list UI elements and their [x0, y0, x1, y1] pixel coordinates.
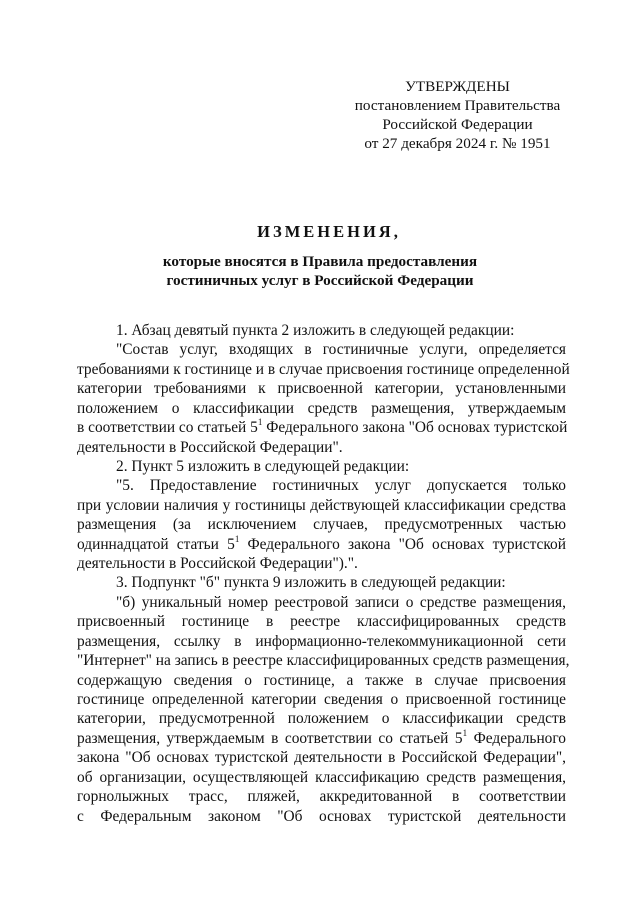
text-line-part: категории, предусмотренной положением о классификации средств: [77, 710, 566, 728]
text-line-part: Федерального: [467, 729, 567, 747]
text-line: [77, 709, 566, 728]
text-line: [77, 690, 566, 709]
text-line-part: деятельности в Российской Федерации".: [77, 438, 343, 456]
text-line-part: положением о классификации средств размещения, утверждаемым: [77, 399, 566, 417]
text-line-part: при условии наличия у гостиницы действующей классификации средства: [77, 496, 566, 514]
document-subtitle-line: которые вносятся в Правила предоставления: [162, 253, 478, 270]
text-line: [77, 418, 566, 437]
text-line-part: одиннадцатой статьи 5: [77, 535, 235, 553]
text-line-part: 2. Пункт 5 изложить в следующей редакции:: [116, 457, 410, 475]
approval-stamp: [340, 77, 575, 153]
document-body: [77, 321, 570, 826]
document-subtitle-line: гостиничных услуг в Российской Федерации: [166, 272, 474, 289]
text-line: [77, 573, 566, 592]
text-line: [77, 787, 566, 806]
text-line: [77, 807, 566, 826]
text-line-part: 3. Подпункт "б" пункта 9 изложить в следующей редакции:: [116, 574, 506, 592]
superscript-mark: 1: [462, 727, 468, 738]
text-line: [77, 379, 566, 398]
text-line-part: закона "Об основах туристской деятельности в Российской Федерации",: [77, 749, 566, 767]
text-line-part: 1. Абзац девятый пункта 2 изложить в следующей редакции:: [116, 322, 515, 339]
text-line-part: содержащую сведения о гостинице, а также в случае присвоения: [77, 671, 566, 689]
text-line: [77, 340, 566, 359]
text-line: [77, 612, 566, 631]
text-line: [77, 438, 566, 457]
approval-line-date: от 27 декабря 2024 г. № 1951: [364, 135, 551, 152]
approval-line-federation: Российской Федерации: [382, 116, 533, 133]
text-line: [77, 671, 566, 690]
text-line: [77, 748, 566, 767]
text-line-part: "б) уникальный номер реестровой записи о средстве размещения,: [116, 593, 566, 611]
approval-line-decree: постановлением Правительства: [354, 97, 561, 114]
text-line-part: деятельности в Российской Федерации").".: [77, 555, 358, 573]
text-line-part: Федерального закона "Об основах туристской: [262, 419, 568, 437]
text-line: [77, 593, 566, 612]
text-line-part: присвоенный гостинице в реестре классифицированных средств: [77, 613, 566, 631]
text-line-part: размещения, ссылку в информационно-телекоммуникационной сети: [77, 632, 566, 650]
approval-line-approved: УТВЕРЖДЕНЫ: [405, 78, 510, 95]
text-line-part: об организации, осуществляющей классификацию средств размещения,: [77, 768, 566, 786]
text-line: [77, 476, 566, 495]
superscript-mark: 1: [257, 417, 263, 428]
document-title: ИЗМЕНЕНИЯ,: [257, 222, 401, 241]
text-line: [77, 457, 566, 476]
text-line: [77, 321, 566, 340]
text-line-part: размещения (за исключением случаев, предусмотренных частью: [77, 516, 566, 534]
text-line-part: Федерального закона "Об основах туристской: [239, 535, 566, 553]
text-line: [77, 651, 570, 670]
text-line: [77, 632, 566, 651]
text-line: [77, 360, 570, 379]
text-line: [77, 768, 566, 787]
text-line-part: горнолыжных трасс, пляжей, аккредитованной в соответствии: [77, 788, 566, 806]
text-line: [77, 535, 566, 554]
text-line-part: "Интернет" на запись в реестре классифицированных средств размещения,: [77, 652, 570, 670]
document-subtitle: [0, 252, 640, 290]
text-line: [77, 554, 566, 573]
text-line-part: с Федеральным законом "Об основах туристской деятельности: [77, 807, 566, 825]
text-line-part: "Состав услуг, входящих в гостиничные услуги, определяется: [116, 341, 566, 359]
text-line-part: категории требованиями к присвоенной категории, установленными: [77, 380, 566, 398]
text-line: [77, 496, 566, 515]
text-line-part: "5. Предоставление гостиничных услуг допускается только: [116, 477, 566, 495]
text-line-part: в соответствии со статьей 5: [77, 419, 258, 437]
text-line-part: размещения, утверждаемым в соответствии со статьей 5: [77, 729, 463, 747]
text-line-part: требованиями к гостинице и в случае присвоения гостинице определенной: [77, 360, 570, 378]
superscript-mark: 1: [234, 533, 240, 544]
text-line: [77, 729, 566, 748]
document-heading: [0, 222, 640, 290]
text-line: [77, 399, 566, 418]
text-line: [77, 515, 566, 534]
text-line-part: гостинице определенной категории сведения о присвоенной гостинице: [77, 691, 566, 709]
